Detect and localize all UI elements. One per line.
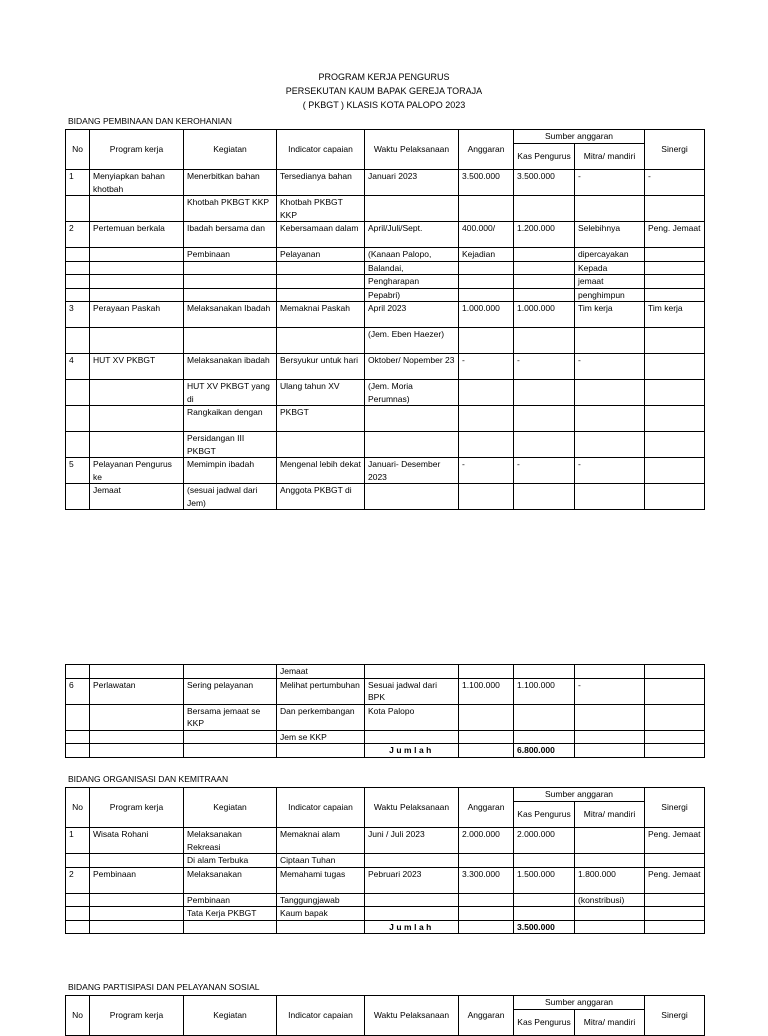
cell-kegiatan: Memimpin ibadah <box>184 458 277 484</box>
cell-no <box>66 248 90 262</box>
cell-program: Perlawatan <box>90 678 184 704</box>
total-value: 6.800.000 <box>514 744 575 758</box>
cell-program: Pelayanan Pengurus ke <box>90 458 184 484</box>
cell-program <box>90 248 184 262</box>
table-row <box>66 328 705 354</box>
cell-sinergi <box>645 678 705 704</box>
cell-anggaran <box>459 261 514 275</box>
cell-kas: 1.200.000 <box>514 222 575 248</box>
cell-kegiatan: Melaksanakan ibadah <box>184 354 277 380</box>
cell-sinergi <box>645 196 705 222</box>
cell-sinergi <box>645 665 705 679</box>
cell-indicator: PKBGT <box>277 406 365 432</box>
header-program: Program kerja <box>90 996 184 1036</box>
header-kas: Kas Pengurus <box>514 144 575 170</box>
cell-mitra: Kepada <box>575 261 645 275</box>
cell-program <box>90 328 184 354</box>
cell-mitra <box>575 406 645 432</box>
cell-sinergi <box>645 458 705 484</box>
cell-mitra <box>575 665 645 679</box>
cell-anggaran: 400.000/ <box>459 222 514 248</box>
cell-no: 1 <box>66 828 90 854</box>
cell-kas <box>514 275 575 289</box>
cell-indicator: Bersyukur untuk hari <box>277 354 365 380</box>
cell-sinergi <box>645 275 705 289</box>
header-mitra: Mitra/ mandiri <box>575 144 645 170</box>
cell-indicator: Tersedianya bahan <box>277 170 365 196</box>
header-mitra: Mitra/ mandiri <box>575 802 645 828</box>
cell-kegiatan <box>184 665 277 679</box>
cell-anggaran: 1.000.000 <box>459 302 514 328</box>
cell-waktu: Pepabri) <box>365 288 459 302</box>
table-row <box>66 354 705 380</box>
header-anggaran: Anggaran <box>459 130 514 170</box>
cell-program <box>90 704 184 730</box>
cell-kegiatan: Melaksanakan <box>184 867 277 893</box>
table-row <box>66 406 705 432</box>
table-row <box>66 432 705 458</box>
cell-no <box>66 484 90 510</box>
cell-kegiatan <box>184 288 277 302</box>
cell-mitra <box>575 854 645 868</box>
cell-no: 2 <box>66 867 90 893</box>
cell-anggaran <box>459 893 514 907</box>
cell-kegiatan: Ibadah bersama dan <box>184 222 277 248</box>
section-title-organisasi: BIDANG ORGANISASI DAN KEMITRAAN <box>68 774 229 784</box>
cell-anggaran <box>459 484 514 510</box>
cell-sinergi <box>645 730 705 744</box>
cell-mitra <box>575 432 645 458</box>
header-kegiatan: Kegiatan <box>184 130 277 170</box>
header-waktu: Waktu Pelaksanaan <box>365 130 459 170</box>
cell-mitra <box>575 704 645 730</box>
cell-waktu: Balandai, <box>365 261 459 275</box>
table-row <box>66 196 705 222</box>
cell-program: Pembinaan <box>90 867 184 893</box>
title-line-3: ( PKBGT ) KLASIS KOTA PALOPO 2023 <box>302 100 466 110</box>
cell-indicator <box>277 432 365 458</box>
cell-anggaran <box>459 907 514 921</box>
cell-indicator <box>277 288 365 302</box>
cell-kegiatan: Melaksanakan Ibadah <box>184 302 277 328</box>
cell-kas <box>514 730 575 744</box>
cell-kas <box>514 854 575 868</box>
cell-mitra: dipercayakan <box>575 248 645 262</box>
table-pembinaan-continued <box>65 664 705 758</box>
total-row <box>66 744 705 758</box>
table-row <box>66 893 705 907</box>
table-row <box>66 484 705 510</box>
cell-mitra <box>575 380 645 406</box>
total-value: 3.500.000 <box>514 920 575 934</box>
cell-sinergi <box>645 406 705 432</box>
table-row <box>66 867 705 893</box>
cell-indicator: Ciptaan Tuhan <box>277 854 365 868</box>
cell-anggaran <box>459 854 514 868</box>
header-waktu: Waktu Pelaksanaan <box>365 788 459 828</box>
cell-no <box>66 854 90 868</box>
cell-sinergi <box>645 893 705 907</box>
cell-mitra <box>575 730 645 744</box>
cell-mitra: Selebihnya <box>575 222 645 248</box>
cell-program <box>90 907 184 921</box>
table-row <box>66 854 705 868</box>
title-line-1: PROGRAM KERJA PENGURUS <box>318 72 450 82</box>
cell-no <box>66 328 90 354</box>
cell-anggaran: 1.100.000 <box>459 678 514 704</box>
cell-program <box>90 730 184 744</box>
cell-indicator: Memaknai Paskah <box>277 302 365 328</box>
cell-waktu: Kota Palopo <box>365 704 459 730</box>
cell-anggaran: - <box>459 354 514 380</box>
cell-kegiatan <box>184 730 277 744</box>
header-no: No <box>66 996 90 1036</box>
cell-kas: 1.000.000 <box>514 302 575 328</box>
cell-program <box>90 261 184 275</box>
cell-indicator: Tanggungjawab <box>277 893 365 907</box>
table-row <box>66 222 705 248</box>
cell-kegiatan: Khotbah PKBGT KKP <box>184 196 277 222</box>
table-row <box>66 907 705 921</box>
cell-mitra <box>575 907 645 921</box>
header-kas: Kas Pengurus <box>514 1010 575 1036</box>
table-pembinaan <box>65 129 705 510</box>
cell-mitra <box>575 828 645 854</box>
cell-kegiatan: Sering pelayanan <box>184 678 277 704</box>
cell-no <box>66 275 90 289</box>
cell-no <box>66 704 90 730</box>
cell-mitra <box>575 484 645 510</box>
cell-program <box>90 380 184 406</box>
cell-indicator: Ulang tahun XV <box>277 380 365 406</box>
cell-waktu <box>365 893 459 907</box>
cell-sinergi: - <box>645 170 705 196</box>
cell-kas <box>514 248 575 262</box>
cell-indicator: Khotbah PKBGT KKP <box>277 196 365 222</box>
cell-waktu: Juni / Juli 2023 <box>365 828 459 854</box>
cell-kas <box>514 328 575 354</box>
cell-waktu <box>365 196 459 222</box>
cell-kegiatan: Tata Kerja PKBGT <box>184 907 277 921</box>
cell-no: 5 <box>66 458 90 484</box>
cell-kas <box>514 288 575 302</box>
cell-program <box>90 275 184 289</box>
cell-mitra: - <box>575 170 645 196</box>
cell-indicator: Mengenal lebih dekat <box>277 458 365 484</box>
header-program: Program kerja <box>90 788 184 828</box>
cell-kegiatan: Menerbitkan bahan <box>184 170 277 196</box>
cell-kegiatan <box>184 261 277 275</box>
cell-kas <box>514 406 575 432</box>
cell-anggaran <box>459 730 514 744</box>
cell-waktu <box>365 730 459 744</box>
section-title-pembinaan: BIDANG PEMBINAAN DAN KEROHANIAN <box>68 116 232 126</box>
cell-no: 3 <box>66 302 90 328</box>
header-anggaran: Anggaran <box>459 788 514 828</box>
cell-indicator: Melihat pertumbuhan <box>277 678 365 704</box>
cell-no: 4 <box>66 354 90 380</box>
cell-kas <box>514 261 575 275</box>
cell-kegiatan: Di alam Terbuka <box>184 854 277 868</box>
table-row <box>66 665 705 679</box>
table-partisipasi <box>65 995 705 1036</box>
table-row <box>66 288 705 302</box>
table-row <box>66 248 705 262</box>
cell-kas: - <box>514 458 575 484</box>
cell-kas: 3.500.000 <box>514 170 575 196</box>
cell-waktu: Januari 2023 <box>365 170 459 196</box>
cell-no: 1 <box>66 170 90 196</box>
cell-indicator <box>277 261 365 275</box>
cell-kas: 1.500.000 <box>514 867 575 893</box>
header-indicator: Indicator capaian <box>277 996 365 1036</box>
header-sinergi: Sinergi <box>645 996 705 1036</box>
cell-no <box>66 196 90 222</box>
cell-anggaran <box>459 275 514 289</box>
cell-indicator: Memaknai alam <box>277 828 365 854</box>
table-organisasi <box>65 787 705 934</box>
cell-indicator <box>277 275 365 289</box>
cell-sinergi <box>645 704 705 730</box>
header-sinergi: Sinergi <box>645 130 705 170</box>
header-program: Program kerja <box>90 130 184 170</box>
cell-program <box>90 854 184 868</box>
cell-program <box>90 196 184 222</box>
header-kegiatan: Kegiatan <box>184 996 277 1036</box>
header-indicator: Indicator capaian <box>277 130 365 170</box>
cell-indicator: Anggota PKBGT di <box>277 484 365 510</box>
cell-sinergi: Peng. Jemaat <box>645 828 705 854</box>
table-row <box>66 678 705 704</box>
cell-anggaran <box>459 406 514 432</box>
cell-waktu <box>365 432 459 458</box>
header-mitra: Mitra/ mandiri <box>575 1010 645 1036</box>
table-row <box>66 704 705 730</box>
title-line-2: PERSEKUTAN KAUM BAPAK GEREJA TORAJA <box>285 86 483 96</box>
cell-mitra <box>575 196 645 222</box>
cell-no <box>66 261 90 275</box>
cell-program: Perayaan Paskah <box>90 302 184 328</box>
cell-anggaran <box>459 665 514 679</box>
cell-waktu <box>365 406 459 432</box>
header-kas: Kas Pengurus <box>514 802 575 828</box>
cell-anggaran <box>459 704 514 730</box>
cell-waktu: Oktober/ Nopember 23 <box>365 354 459 380</box>
cell-sinergi: Peng. Jemaat <box>645 222 705 248</box>
cell-sinergi <box>645 288 705 302</box>
cell-mitra <box>575 328 645 354</box>
cell-program <box>90 288 184 302</box>
cell-waktu: Januari- Desember 2023 <box>365 458 459 484</box>
header-anggaran: Anggaran <box>459 996 514 1036</box>
cell-no <box>66 893 90 907</box>
cell-indicator: Jem se KKP <box>277 730 365 744</box>
cell-no <box>66 288 90 302</box>
cell-waktu: (Jem. Eben Haezer) <box>365 328 459 354</box>
cell-kegiatan: Persidangan III PKBGT <box>184 432 277 458</box>
table-row <box>66 828 705 854</box>
cell-waktu: April/Juli/Sept. <box>365 222 459 248</box>
cell-anggaran <box>459 196 514 222</box>
header-waktu: Waktu Pelaksanaan <box>365 996 459 1036</box>
header-sumber: Sumber anggaran <box>514 788 645 802</box>
cell-program: Pertemuan berkala <box>90 222 184 248</box>
cell-mitra: 1.800.000 <box>575 867 645 893</box>
cell-indicator: Kaum bapak <box>277 907 365 921</box>
cell-kegiatan: Pembinaan <box>184 893 277 907</box>
cell-no <box>66 730 90 744</box>
cell-sinergi: Tim kerja <box>645 302 705 328</box>
cell-kegiatan: Pembinaan <box>184 248 277 262</box>
cell-waktu: Pebruari 2023 <box>365 867 459 893</box>
cell-kas: 2.000.000 <box>514 828 575 854</box>
cell-waktu: (Kanaan Palopo, <box>365 248 459 262</box>
table-row <box>66 170 705 196</box>
cell-sinergi <box>645 907 705 921</box>
cell-kas <box>514 380 575 406</box>
cell-mitra: - <box>575 354 645 380</box>
cell-mitra: Tim kerja <box>575 302 645 328</box>
cell-indicator: Jemaat <box>277 665 365 679</box>
cell-no: 2 <box>66 222 90 248</box>
cell-program: HUT XV PKBGT <box>90 354 184 380</box>
cell-mitra: (konstribusi) <box>575 893 645 907</box>
cell-kas <box>514 665 575 679</box>
cell-kas: 1.100.000 <box>514 678 575 704</box>
cell-indicator: Memahami tugas <box>277 867 365 893</box>
cell-waktu <box>365 854 459 868</box>
cell-no <box>66 432 90 458</box>
cell-program: Wisata Rohani <box>90 828 184 854</box>
cell-waktu: Sesuai jadwal dari BPK <box>365 678 459 704</box>
cell-program <box>90 406 184 432</box>
cell-no: 6 <box>66 678 90 704</box>
cell-anggaran: 3.500.000 <box>459 170 514 196</box>
cell-sinergi <box>645 484 705 510</box>
cell-sinergi <box>645 432 705 458</box>
table-row <box>66 458 705 484</box>
header-sumber: Sumber anggaran <box>514 996 645 1010</box>
cell-waktu <box>365 484 459 510</box>
cell-waktu: Pengharapan <box>365 275 459 289</box>
cell-sinergi <box>645 354 705 380</box>
cell-program <box>90 665 184 679</box>
total-label: Jumlah <box>365 744 459 758</box>
cell-kas <box>514 432 575 458</box>
cell-program: Menyiapkan bahan khotbah <box>90 170 184 196</box>
cell-no <box>66 907 90 921</box>
cell-anggaran: 3.300.000 <box>459 867 514 893</box>
cell-sinergi <box>645 261 705 275</box>
table-row <box>66 275 705 289</box>
header-sinergi: Sinergi <box>645 788 705 828</box>
cell-kas: - <box>514 354 575 380</box>
cell-kegiatan: Rangkaikan dengan <box>184 406 277 432</box>
cell-anggaran <box>459 380 514 406</box>
cell-mitra: - <box>575 458 645 484</box>
cell-kas <box>514 893 575 907</box>
header-no: No <box>66 788 90 828</box>
header-kegiatan: Kegiatan <box>184 788 277 828</box>
cell-sinergi: Peng. Jemaat <box>645 867 705 893</box>
table-row <box>66 261 705 275</box>
cell-kas <box>514 196 575 222</box>
cell-kas <box>514 704 575 730</box>
cell-kegiatan: Melaksanakan Rekreasi <box>184 828 277 854</box>
cell-indicator <box>277 328 365 354</box>
header-no: No <box>66 130 90 170</box>
cell-indicator: Dan perkembangan <box>277 704 365 730</box>
cell-kegiatan: (sesuai jadwal dari Jem) <box>184 484 277 510</box>
cell-anggaran: - <box>459 458 514 484</box>
cell-anggaran <box>459 432 514 458</box>
header-indicator: Indicator capaian <box>277 788 365 828</box>
cell-sinergi <box>645 328 705 354</box>
cell-program <box>90 893 184 907</box>
cell-anggaran: 2.000.000 <box>459 828 514 854</box>
cell-kegiatan: Bersama jemaat se KKP <box>184 704 277 730</box>
cell-indicator: Pelayanan <box>277 248 365 262</box>
cell-no <box>66 380 90 406</box>
cell-no <box>66 406 90 432</box>
cell-waktu: (Jem. Moria Perumnas) <box>365 380 459 406</box>
cell-sinergi <box>645 248 705 262</box>
cell-kegiatan: HUT XV PKBGT yang di <box>184 380 277 406</box>
table-row <box>66 302 705 328</box>
cell-indicator: Kebersamaan dalam <box>277 222 365 248</box>
cell-sinergi <box>645 380 705 406</box>
total-label: Jumlah <box>365 920 459 934</box>
cell-kas <box>514 907 575 921</box>
cell-anggaran <box>459 288 514 302</box>
cell-mitra: - <box>575 678 645 704</box>
cell-kegiatan <box>184 275 277 289</box>
cell-waktu: April 2023 <box>365 302 459 328</box>
cell-anggaran <box>459 328 514 354</box>
cell-sinergi <box>645 854 705 868</box>
cell-anggaran: Kejadian <box>459 248 514 262</box>
cell-mitra: penghimpun <box>575 288 645 302</box>
cell-mitra: jemaat <box>575 275 645 289</box>
cell-kegiatan <box>184 328 277 354</box>
cell-no <box>66 665 90 679</box>
total-row <box>66 920 705 934</box>
section-title-partisipasi: BIDANG PARTISIPASI DAN PELAYANAN SOSIAL <box>68 982 260 992</box>
cell-program <box>90 432 184 458</box>
cell-waktu <box>365 907 459 921</box>
table-row <box>66 730 705 744</box>
cell-waktu <box>365 665 459 679</box>
header-sumber: Sumber anggaran <box>514 130 645 144</box>
cell-kas <box>514 484 575 510</box>
cell-program: Jemaat <box>90 484 184 510</box>
table-row <box>66 380 705 406</box>
